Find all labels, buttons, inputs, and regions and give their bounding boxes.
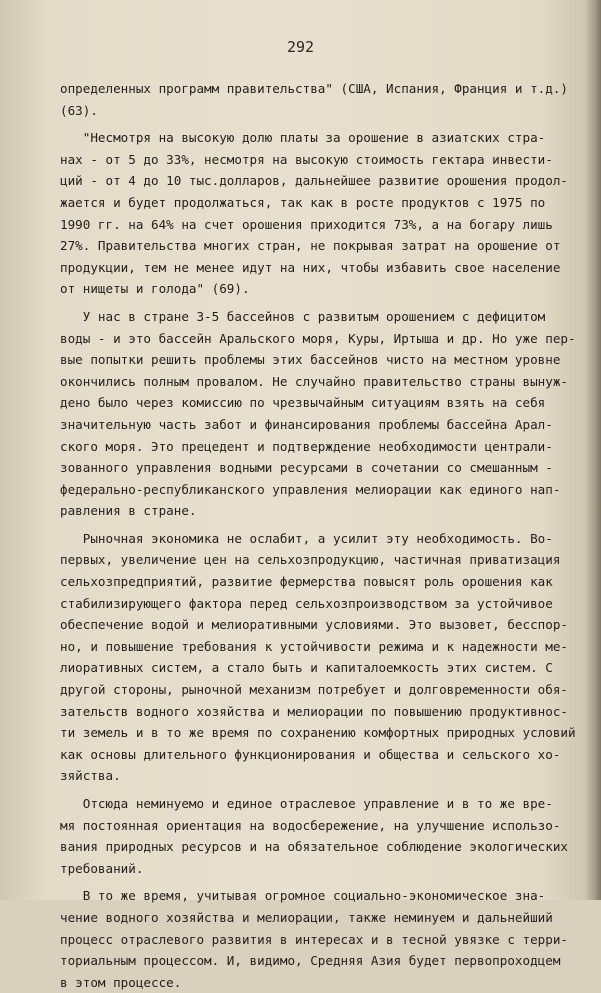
text-line: Отсюда неминуемо и единое отраслевое управление и в то же вре- [60, 796, 553, 811]
paragraph [60, 306, 576, 522]
text-line: процесс отраслевого развития в интересах и в тесной увязке с терри- [60, 931, 568, 947]
text-line: жается и будет продолжаться, так как в росте продуктов с 1975 по [60, 194, 546, 210]
text-line: зательств водного хозяйства и мелиорации по повышению продуктивнос- [60, 703, 568, 719]
text-line: Рыночная экономика не ослабит, а усилит эту необходимость. Во- [60, 530, 553, 546]
text-line: (63). [60, 102, 98, 118]
paragraph [60, 127, 576, 300]
document-body [60, 78, 576, 993]
text-line: воды - и это бассейн Аральского моря, Куры, Иртыша и др. Но уже пер- [60, 330, 576, 346]
text-line: федерально-республиканского управления мелиорации как единого нап- [60, 481, 561, 497]
text-line: нах - от 5 до 33%, несмотря на высокую стоимость гектара инвести- [60, 151, 553, 167]
text-line: В то же время, учитывая огромное социально-экономическое зна- [60, 888, 546, 904]
text-line: дено было через комиссию по чрезвычайным ситуациям взять на себя [60, 395, 546, 411]
text-line: 27%. Правительства многих стран, не покрывая затрат на орошение от [60, 238, 561, 254]
text-line: У нас в стране 3-5 бассейнов с развитым орошением с дефицитом [60, 308, 546, 324]
paragraph [60, 528, 576, 787]
paragraph [60, 793, 576, 879]
text-line: ского моря. Это прецедент и подтверждение необходимости централи- [60, 438, 553, 454]
text-line: но, и повышение требования к устойчивости режима и к надежности ме- [60, 638, 568, 654]
paragraph [60, 885, 576, 993]
text-line: лиоративных систем, а стало быть и капиталоемкость этих систем. С [60, 660, 553, 676]
text-line: 1990 гг. на 64% на счет орошения приходится 73%, а на богару лишь [60, 216, 553, 232]
text-line: ций - от 4 до 10 тыс.долларов, дальнейшее развитие орошения продол- [60, 173, 568, 189]
text-line: вые попытки решить проблемы этих бассейнов чисто на местном уровне [60, 352, 561, 368]
text-line: обеспечение водой и мелиоративными условиями. Это вызовет, бесспор- [60, 617, 568, 633]
text-line: равления в стране. [60, 503, 197, 519]
paragraph [60, 78, 576, 121]
text-line: чение водного хозяйства и мелиорации, также неминуем и дальнейший [60, 909, 553, 925]
text-line: стабилизирующего фактора перед сельхозпроизводством за устойчивое [60, 595, 553, 611]
text-line: сельхозпредприятий, развитие фермерства повысят роль орошения как [60, 574, 553, 590]
text-line: окончились полным провалом. Не случайно правительство страны вынуж- [60, 373, 568, 389]
text-line: значительную часть забот и финансирования проблемы бассейна Арал- [60, 416, 553, 432]
book-spine-shadow [585, 0, 601, 900]
text-line: "Несмотря на высокую долю платы за орошение в азиатских стра- [60, 130, 546, 146]
text-line: продукции, тем не менее идут на них, чтобы избавить свое население [60, 259, 561, 275]
text-line: как основы длительного функционирования и общества и сельского хо- [60, 746, 561, 762]
text-line: определенных программ правительства" (США, Испания, Франция и т.д.) [60, 81, 568, 96]
text-line: вания природных ресурсов и на обязательное соблюдение экологических [60, 839, 568, 855]
text-line: другой стороны, рыночной механизм потребует и долговременности обя- [60, 682, 568, 698]
text-line: ториальным процессом. И, видимо, Средняя Азия будет первопроходцем [60, 953, 561, 969]
page-number: 292 [286, 38, 315, 56]
text-line: требований. [60, 860, 144, 876]
text-line: зяйства. [60, 768, 121, 784]
text-line: от нищеты и голода" (69). [60, 281, 250, 297]
text-line: зованного управления водными ресурсами в сочетании со смешанным - [60, 460, 553, 476]
text-line: в этом процессе. [60, 974, 182, 990]
text-line: мя постоянная ориентация на водосбережение, на улучшение использо- [60, 817, 561, 833]
text-line: первых, увеличение цен на сельхозпродукцию, частичная приватизация [60, 552, 561, 568]
text-line: ти земель и в то же время по сохранению комфортных природных условий [60, 725, 576, 741]
